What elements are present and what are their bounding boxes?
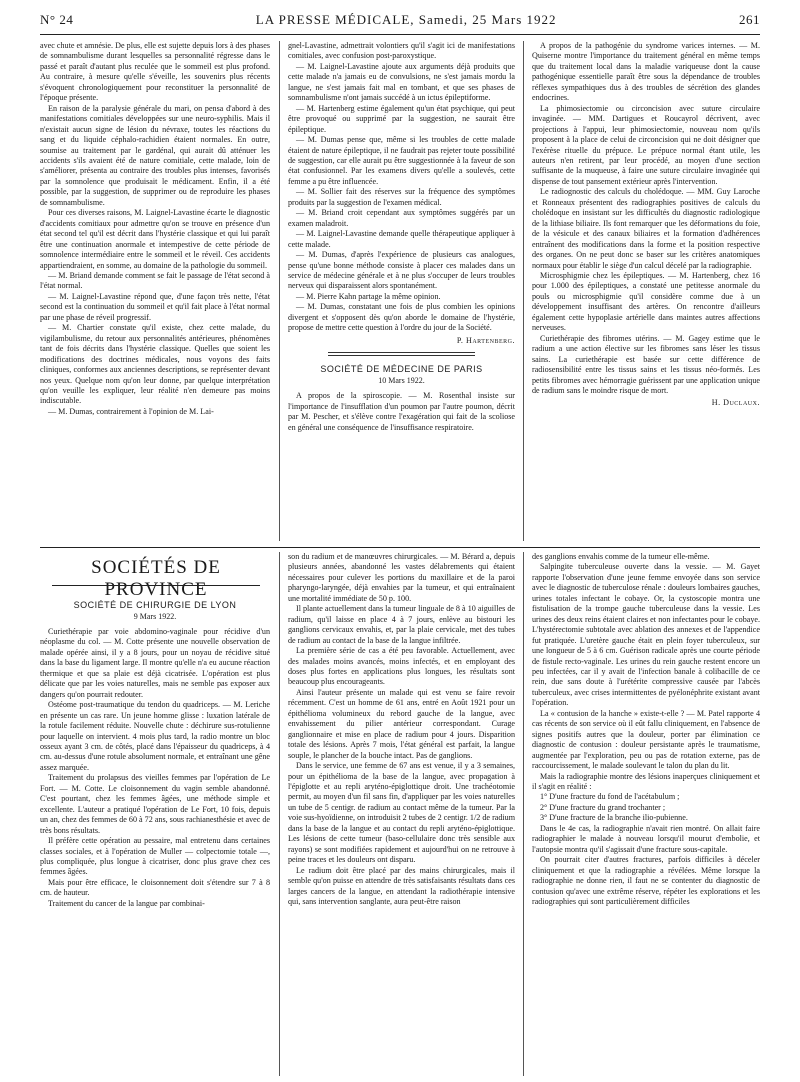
- paragraph: Curiethérapie par voie abdomino-vaginale pour récidive d'un néoplasme du col. — M. Cotte présente une nouvelle observation de malade opérée ainsi, il y a 8 jours, pour un noyau de récidive situé dans la base du ligament large. Il montre qu'elle n'a eu aucune réaction thermique et que sa plaie est déjà cicatrisée. L'opération est plus délicate que par les voies naturelles, mais ne semble pas exposer aux dangers qu'on pourrait redouter.: [40, 627, 270, 699]
- paragraph: 1° D'une fracture du fond de l'acétabulum ;: [540, 792, 680, 802]
- paragraph: — M. Dumas, contrairement à l'opinion de M. Lai-: [48, 406, 214, 416]
- bottom-column-1: [40, 592, 270, 1076]
- paragraph: Il plante actuellement dans la tumeur linguale de 8 à 10 aiguilles de radium, qu'il laisse en place 4 à 7 jours, enlève au bistouri les ganglions cervicaux envahis, et, par la plaie cervicale, met des tubes de radium au contact de la base de la langue infiltrée.: [288, 604, 515, 645]
- bottom-column-3: [532, 552, 760, 1076]
- paragraph: En raison de la paralysie générale du mari, on pensa d'abord à des manifestations comitiales développées sur une neuro-syphilis. Mais il n'existait aucun signe de lésion du névraxe, toutes les réactions du sang et du liquide céphalo-rachidien étaient normales. En outre, soumise au traitement par le gardénal, qui aurait dû atténuer les accidents s'ils avaient été de nature comitiale, cette malade, loin de s'améliorer, présenta au contraire des troubles plus intenses, favorisés par la somnolence que produisait le médicament. Enfin, il a été possible, par la suggestion, de supprimer ou de reproduire les phases de somnambulisme.: [40, 103, 270, 207]
- societes-de-province-title: SOCIÉTÉS DE PROVINCE: [91, 557, 221, 600]
- paragraph: — M. Sollier fait des réserves sur la fréquence des symptômes produits par la suggestion de l'examen médical.: [288, 187, 515, 207]
- spiroscopie-paragraph: A propos de la spiroscopie. — M. Rosenthal insiste sur l'importance de l'insufflation d'un poumon par l'autre poumon, décrit par M. Pescher, et s'élève contre l'exagération qui fait de la scoliose en général une conséquence de l'insuffisance respiratoire.: [288, 391, 515, 432]
- column-divider: [279, 552, 280, 1076]
- paragraph: Curiethérapie des fibromes utérins. — M. Gagey estime que le radium a une action élective sur les fibromes sans léser les tissus sains. La curiethérapie est basée sur cette différence de radiosensibilité entre les tissus sains et les tissus néo-formés. Les petits fibromes avec hémorragie guérissent par une application unique de radium sans le moindre risque de mort.: [532, 333, 760, 395]
- paragraph: — M. Chartier constate qu'il existe, chez cette malade, du vigilambulisme, du retour aux personnalités antérieures, phénomènes tant de fois décrits dans l'hystérie classique. Quelles que soient les modifications des doctrines médicales, nous voyons des faits cliniques, conformes aux anciennes descriptions, se représenter devant nos yeux. Quelque nom qu'on leur donne, par quelque interprétation qu'on veuille les expliquer, leur réalité n'en demeure pas moins indiscutable.: [40, 323, 270, 406]
- paragraph: — M. Dumas pense que, même si les troubles de cette malade étaient de nature épileptique, il ne faudrait pas rejeter toute possibilité de suggestion, car elle aurait pu être suggestionnée à la faveur de son état confusionnel. Par les examens divers qu'elle a soulevés, cette femme a pu être influencée.: [288, 135, 515, 186]
- paragraph: Le radium doit être placé par des mains chirurgicales, mais il semble qu'on puisse en attendre de très satisfaisants résultats dans ces larges cancers de la langue, en attendant la radiothérapie intensive qui, sans intervention sanglante, aura peut-être raison: [288, 865, 515, 906]
- paragraph: — M. Laignel-Lavastine ajoute aux arguments déjà produits que cette malade n'a jamais eu de convulsions, ne s'est jamais mordu la langue, ne s'est jamais fait mal en tombant, et que ses phases de somnambulisme n'ont jamais succédé à un ictus épileptiforme.: [288, 61, 515, 103]
- societe-medecine-title: SOCIÉTÉ DE MÉDECINE DE PARIS: [320, 364, 483, 375]
- paragraph: — M. Hartenberg estime également qu'un état psychique, qui peut être provoqué ou supprimé par la suggestion, ne saurait être épileptique.: [288, 103, 515, 134]
- societe-chirurgie-lyon-title: SOCIÉTÉ DE CHIRURGIE DE LYON: [73, 600, 237, 610]
- paragraph: La phimosiectomie ou circoncision avec suture circulaire invaginée. — MM. Dartigues et Roucayrol décrivent, avec projections à l'appui, leur phimosiectomie, nouveau nom qu'ils proposent à la place de celui de circoncision qui ne doit désigner que l'exérèse rituelle du prépuce. Le prépuce normal étant utile, les auteurs n'en retirent, par leur procédé, au moyen d'une section suffisante de la muqueuse, à faire une suture circulaire invaginée qui dispense de tout pansement extérieur après l'intervention.: [532, 103, 760, 186]
- paragraph: La première série de cas a été peu favorable. Actuellement, avec des malades moins avancés, moins infectés, et en employant des doses plus fortes en applications plus longues, les résultats sont beaucoup plus encourageants.: [288, 646, 515, 687]
- paragraph: On pourrait citer d'autres fractures, parfois difficiles à déceler cliniquement et que la radiographie a révélées. Même lorsque la radiographie ne donne rien, il faut ne se contenter du diagnostic de contusion qu'avec une extrême réserve, répéter les explorations et les radiographies qui sont particulièrement difficiles: [532, 855, 760, 906]
- paragraph: Dans le service, une femme de 67 ans est venue, il y a 3 semaines, pour un épithélioma de la base de la langue, avec propagation à l'épiglotte et au repli aryténo-épiglottique droit. Une trachéotomie permit, au moyen d'un fil sans fin, d'appliquer par les voies naturelles un tube de 5 centigr. de radium au contact même de la tumeur. Par la voie sus-hyoïdienne, on introduisit 2 tubes de 2 centigr. 1/2 de radium dans la base de la langue et au contact du repli aryténo-épiglottique. Les lésions de cette tumeur (baso-cellulaire donc très sensible aux rayons) se sont modifiées rapidement et aujourd'hui on ne retrouve à peine traces et les douleurs ont disparu.: [288, 761, 515, 865]
- signature-hartenberg: P. Hartenberg.: [456, 335, 515, 345]
- paragraph: Dans le 4e cas, la radiographie n'avait rien montré. On allait faire radiographier le malade à nouveau lorsqu'il mourut d'embolie, et l'autopsie montra qu'il s'agissait d'une fracture sous-capitale.: [532, 823, 760, 854]
- top-column-2: [288, 41, 515, 544]
- paragraph: Pour ces diverses raisons, M. Laignel-Lavastine écarte le diagnostic d'accidents comitiaux pour admettre qu'on se trouve en présence d'un état second tel qu'il est décrit dans l'hystérie classique et qui lui paraît être une continuation anormale et intempestive de cette période de somnolence intermédiaire entre le sommeil et le réveil. Ces accidents appartiendraient, en somme, au domaine de la pathologie du sommeil.: [40, 208, 270, 270]
- top-column-3: [532, 41, 760, 544]
- paragraph: Salpingite tuberculeuse ouverte dans la vessie. — M. Gayet rapporte l'observation d'une jeune femme envoyée dans son service avec le diagnostic de tuberculose rénale : douleurs lombaires gauches, urines totales infectant le cobaye. Or, la cystoscopie montra une fistulisation de la trompe gauche tuberculeuse dans la vessie. Les urines des deux reins étaient claires et non infectantes pour le cobaye. L'hystérectomie subtotale avec ablation des annexes et de l'appendice fut pratiquée. L'uretère gauche était en plein foyer tuberculeux, sur une longueur de 5 à 6 cm. Guérison radicale après une courte période de fistule recto-vaginale. Les urines du rein gauche restent encore un peu infectées, car il y avait de l'infection banale à colibacille de ce rein, due sans doute à l'urétérite compressive causée par l'abcès tuberculeux, avec crises intermittentes de pyélonéphrite existant avant l'opération.: [532, 562, 760, 708]
- paragraph: — M. Laignel-Lavastine répond que, d'une façon très nette, l'état second est la continuation du sommeil et qu'il fait place à l'état normal par une phase de réveil progressif.: [40, 291, 270, 322]
- column-divider: [523, 552, 524, 1076]
- paragraph: A propos de la pathogénie du syndrome varices internes. — M. Quiserne montre l'importance du traitement général en même temps que du traitement local dans la maladie variqueuse dont la cause pathogénique essentielle paraît être sous la dépendance de troubles réflexes sympathiques dus à des troubles de sécrétion des glandes endocrines.: [532, 41, 760, 103]
- paragraph: Ostéome post-traumatique du tendon du quadriceps. — M. Leriche en présente un cas rare. Un jeune homme glisse : luxation latérale de la rotule facilement réduite. Nouvelle chute : déchirure sus-rotulienne pour laquelle on intervient. 4 mois plus tard, la radio montre un bloc osseux ayant 3 cm. de côtés, placé dans l'épaisseur du quadriceps, à 4 cm. au-dessus d'une rotule absolument normale, et entraînant une gêne assez marquée.: [40, 700, 270, 772]
- column-divider: [279, 41, 280, 541]
- paragraph: Traitement du cancer de la langue par combinai-: [48, 898, 205, 908]
- issue-number: N° 24: [40, 12, 74, 27]
- paragraph: Le radiognostic des calculs du cholédoque. — MM. Guy Laroche et Ronneaux présentent des radiographies positives de calculs du cholédoque en insistant sur les difficultés du diagnostic radiologique de la lithiase biliaire. Ils font remarquer que les déformations du foie, de la vésicule et des canaux biliaires et la formation d'adhérences entraînent des modifications dans la forme et la position respective des organes. On ne peut donc se baser sur les critères anatomiques normaux pour établir le siège d'un calcul décelé par la radiographie.: [532, 187, 760, 270]
- paragraph: — M. Briand croit cependant aux symptômes suggérés par un examen maladroit.: [288, 208, 515, 228]
- top-column-1: [40, 41, 270, 544]
- bottom-column-2: [288, 552, 515, 1076]
- paragraph: gnel-Lavastine, admettrait volontiers qu'il s'agit ici de manifestations comitiales, avec confusion post-paroxystique.: [288, 41, 515, 61]
- paragraph: La « contusion de la hanche » existe-t-elle ? — M. Patel rapporte 4 cas récents de son service où il eût fallu cliniquement, en l'absence de signes positifs autres que la douleur, porter par élimination ce diagnostic de contusion : douleur persistante après le traumatisme, augmentée par l'exploration, peu ou pas de rotation externe, pas de raccourcissement, le malade soulevant le talon du plan du lit.: [532, 708, 760, 771]
- paragraph: Traitement du prolapsus des vieilles femmes par l'opération de Le Fort. — M. Cotte. Le cloisonnement du vagin semble abandonné. C'est pourtant, chez les femmes âgées, une méthode simple et excellente. L'auteur a pratiqué l'opération de Le Fort, 10 fois, depuis un an, chez des femmes de 60 à 72 ans, sous rachianesthésie et avec de très bons résultats.: [40, 773, 270, 835]
- societe-chirurgie-date: 9 Mars 1922.: [133, 612, 177, 621]
- paragraph: 3° D'une fracture de la branche ilio-pubienne.: [540, 813, 688, 823]
- paragraph: — M. Laignel-Lavastine demande quelle thérapeutique appliquer à cette malade.: [288, 229, 515, 249]
- paragraph: 2° D'une fracture du grand trochanter ;: [540, 802, 666, 812]
- paragraph: — M. Dumas, constatant une fois de plus combien les opinions divergent et s'opposent dès qu'on aborde le domaine de l'hystérie, propose de mettre cette question à l'ordre du jour de la Société.: [288, 302, 515, 333]
- section-divider: [40, 547, 760, 548]
- header-rule: [40, 34, 760, 35]
- paragraph: Mais la radiographie montre des lésions inaperçues cliniquement et il s'agit en réalité :: [532, 771, 760, 791]
- signature-duclaux: H. Duclaux.: [711, 398, 760, 408]
- masthead: [40, 12, 760, 34]
- paragraph: des ganglions envahis comme de la tumeur elle-même.: [532, 552, 710, 561]
- paragraph: — M. Dumas, d'après l'expérience de plusieurs cas analogues, pense qu'une bonne méthode consiste à placer ces malades dans un service de médecine générale et à ne plus s'occuper de leurs troubles nerveux qui disparaissent alors spontanément.: [288, 250, 515, 291]
- journal-title: LA PRESSE MÉDICALE, Samedi, 25 Mars 1922: [255, 12, 557, 27]
- paragraph: Mais pour être efficace, le cloisonnement doit s'étendre sur 7 à 8 cm. de hauteur.: [40, 877, 270, 898]
- title-underline: [52, 585, 260, 586]
- paragraph: avec chute et amnésie. De plus, elle est sujette depuis lors à des phases de somnambulisme durant lesquelles sa personnalité régresse dans le passé et paraît d'autant plus reculée que le sommeil est plus profond. Au contraire, à mesure qu'elle s'éveille, les souvenirs plus récents s'évoquent chronologiquement pour reconstituer la personnalité de l'époque présente.: [40, 41, 270, 103]
- paragraph: Microsphigmie chez les épileptiques. — M. Hartenberg, chez 16 pour 1.000 des épileptiques, a constaté une petitesse anormale du pouls ou microsphigmie qu'il considère comme due à un développement insuffisant des artères. On rencontre d'ailleurs également cette hypoplasie artérielle dans maintes autres affections nerveuses.: [532, 270, 760, 333]
- paragraph: — M. Pierre Kahn partage la même opinion.: [296, 291, 441, 301]
- paragraph: son du radium et de manœuvres chirurgicales. — M. Bérard a, depuis plusieurs années, abandonné les vastes délabrements qui étaient nécessaires pour culever les portions du maxillaire et de la paroi pharyngo-laryngée, déjà envahies par la tumeur, et qui entraînaient une mortalité immédiate de 50 p. 100.: [288, 552, 515, 603]
- paragraph: Il préfère cette opération au pessaire, mal entretenu dans certaines classes sociales, et à l'opération de Muller — colpectomie totale —, plus compliquée, plus longue à cicatriser, donc plus grave chez ces femmes âgées.: [40, 836, 270, 877]
- paragraph: Ainsi l'auteur présente un malade qui est venu se faire revoir récemment. C'est un homme de 61 ans, entré en Août 1921 pour un épithélioma volumineux du rebord gauche de la langue, avec envahissement du pilier antérieur correspondant. Curage ganglionnaire et mise en place de radium pour 4 jours. Disparition totale des lésions. Après 7 mois, l'état général est parfait, la langue souple, le plancher de la bouche intact. Pas de ganglions.: [288, 687, 515, 760]
- column-divider: [523, 41, 524, 541]
- section-rule: [328, 352, 475, 356]
- societe-medecine-date: 10 Mars 1922.: [378, 376, 425, 386]
- page-number: 261: [738, 12, 760, 27]
- paragraph: — M. Briand demande comment se fait le passage de l'état second à l'état normal.: [40, 270, 270, 291]
